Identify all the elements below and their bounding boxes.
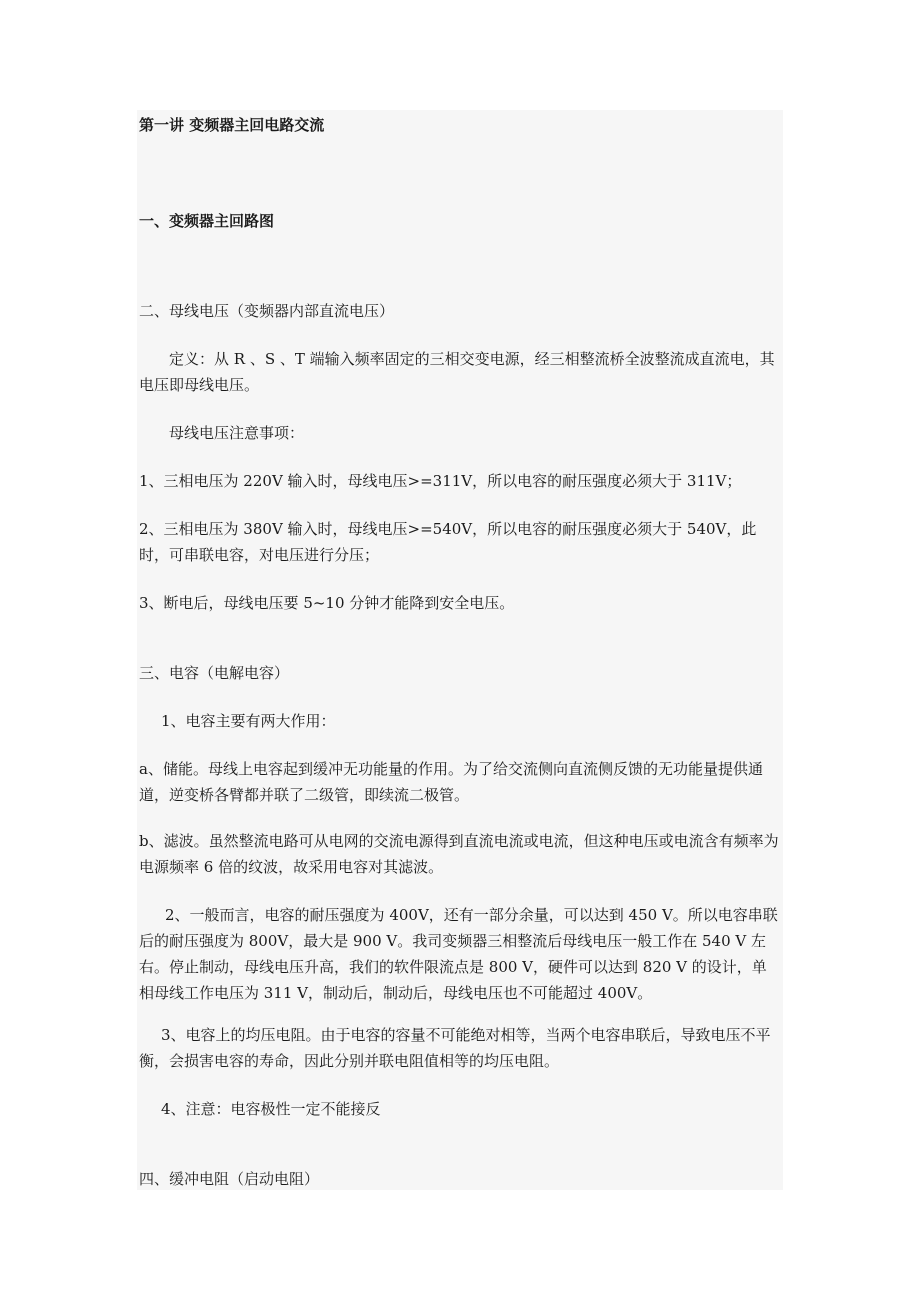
note-item-3: 3、断电后，母线电压要 5~10 分钟才能降到安全电压。: [139, 594, 515, 612]
capacitor-function-b: b、滤波。虽然整流电路可从电网的交流电源得到直流电流或电流，但这种电压或电流含有频率为电源频率 6 倍的纹波，故采用电容对其滤波。: [139, 832, 779, 876]
page-title: 第一讲 变频器主回电路交流: [139, 116, 325, 134]
capacitor-functions-title: 1、电容主要有两大作用：: [161, 712, 336, 730]
section-heading-3: 三、电容（电解电容）: [139, 664, 290, 682]
capacitor-function-a: a、储能。母线上电容起到缓冲无功能量的作用。为了给交流侧向直流侧反馈的无功能量提供通道，逆变桥各臂都并联了二级管，即续流二极管。: [139, 760, 763, 804]
note-item-2: 2、三相电压为 380V 输入时，母线电压>=540V，所以电容的耐压强度必须大于 540V，此时，可串联电容，对电压进行分压；: [139, 520, 757, 564]
polarity-note: 4、注意：电容极性一定不能接反: [161, 1100, 381, 1118]
section-heading-4: 四、缓冲电阻（启动电阻）: [139, 1170, 320, 1188]
balancing-resistor-paragraph: 3、电容上的均压电阻。由于电容的容量不可能绝对相等，当两个电容串联后，导致电压不平衡，会损害电容的寿命，因此分别并联电阻值相等的均压电阻。: [139, 1026, 771, 1070]
capacitor-voltage-paragraph: 2、一般而言，电容的耐压强度为 400V，还有一部分余量，可以达到 450 V。所以电容串联后的耐压强度为 800V，最大是 900 V。我司变频器三相整流后母线电压一般工作在 540 V 左右。停止制动，母线电压升高，我们的软件限流点是 800 V，硬件可以达到 820 V 的设计，单相母线工作电压为 311 V，制动后，制动后，母线电压也不可能超过 400V。: [139, 906, 778, 1002]
section-heading-2: 二、母线电压（变频器内部直流电压）: [139, 302, 395, 320]
notes-title: 母线电压注意事项：: [169, 424, 305, 442]
definition-paragraph: 定义：从 R 、S 、T 端输入频率固定的三相交变电源，经三相整流桥全波整流成直流电，其电压即母线电压。: [139, 350, 775, 394]
section-heading-1: 一、变频器主回路图: [139, 212, 275, 230]
note-item-1: 1、三相电压为 220V 输入时，母线电压>=311V，所以电容的耐压强度必须大于 311V；: [139, 472, 742, 490]
